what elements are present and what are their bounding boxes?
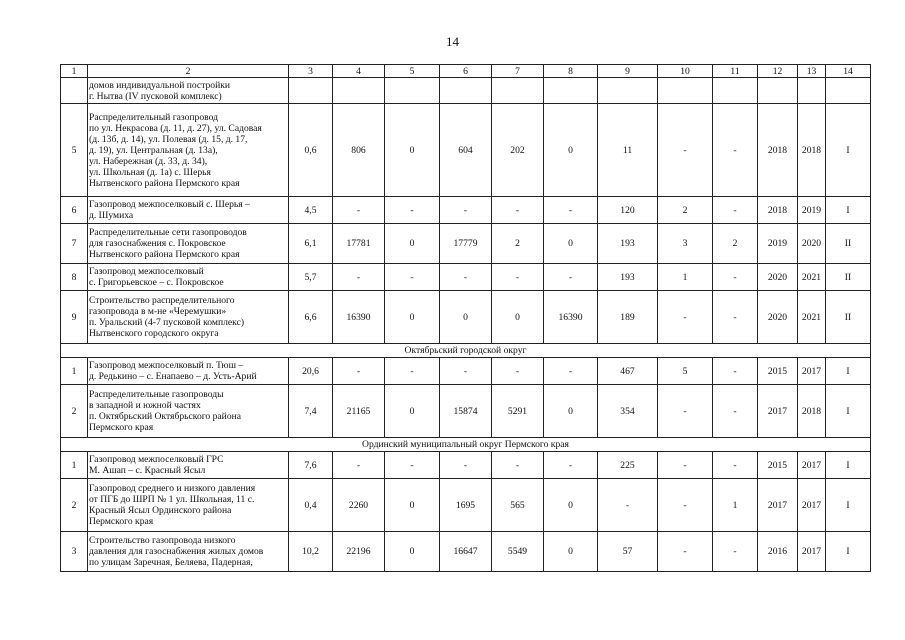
cell-col-3: 6,1 — [289, 224, 333, 264]
table-row — [61, 385, 871, 438]
cell-col-13: 2021 — [798, 264, 826, 291]
cell-col-13: 2017 — [798, 479, 826, 532]
cell-col-6: 17779 — [440, 224, 492, 264]
cell-col-12: 2018 — [758, 104, 798, 197]
cell-col-10: - — [658, 452, 713, 479]
cell-col-3: 20,6 — [289, 358, 333, 385]
cell-col-5: - — [385, 358, 440, 385]
cell-col-9: 354 — [598, 385, 658, 438]
row-number: 6 — [61, 197, 88, 224]
col-header: 3 — [289, 65, 333, 78]
cell-col-14: II — [826, 264, 871, 291]
cell-col-6: - — [440, 197, 492, 224]
cell-col-8: - — [544, 197, 598, 224]
cell-col-9: 11 — [598, 104, 658, 197]
cell-col-9: - — [598, 479, 658, 532]
cell-col-12: 2019 — [758, 224, 798, 264]
cell-col-8: 0 — [544, 104, 598, 197]
cell-col-4: 22196 — [333, 532, 385, 572]
cell-col-11: - — [713, 358, 758, 385]
cell-col-13: 2017 — [798, 358, 826, 385]
object-name: Распределительные сети газопроводов для газоснабжения с. Покровское Нытвенского района Пермского края — [88, 224, 289, 264]
cell-col-4: 2260 — [333, 479, 385, 532]
cell-col-9: 193 — [598, 224, 658, 264]
cell-col-7: - — [492, 452, 544, 479]
cell-col-3: 5,7 — [289, 264, 333, 291]
cell-col-6: 15874 — [440, 385, 492, 438]
cell-col-4: - — [333, 197, 385, 224]
cell-col-13: 2018 — [798, 385, 826, 438]
cell-col-14: I — [826, 104, 871, 197]
cell-col-3: 6,6 — [289, 291, 333, 344]
cell-col-4: 806 — [333, 104, 385, 197]
cell-col-5: 0 — [385, 532, 440, 572]
cell-col-10: 5 — [658, 358, 713, 385]
cell-col-10: - — [658, 291, 713, 344]
cell-col-3: 7,6 — [289, 452, 333, 479]
cell-col-9: 120 — [598, 197, 658, 224]
object-name: Газопровод среднего и низкого давления от ПГБ до ШРП № 1 ул. Школьная, 11 с. Красный Ясыл Ординского района Пермского края — [88, 479, 289, 532]
cell-col-12: 2015 — [758, 452, 798, 479]
cell-col-11: - — [713, 452, 758, 479]
cell-col-4 — [333, 78, 385, 104]
cell-col-7: 565 — [492, 479, 544, 532]
col-header: 2 — [88, 65, 289, 78]
cell-col-4: - — [333, 358, 385, 385]
cell-col-12: 2018 — [758, 197, 798, 224]
section-title: Октябрьский городской округ — [61, 344, 871, 358]
cell-col-5 — [385, 78, 440, 104]
cell-col-8: 16390 — [544, 291, 598, 344]
cell-col-8: - — [544, 452, 598, 479]
cell-col-10: - — [658, 532, 713, 572]
row-number: 1 — [61, 452, 88, 479]
cell-col-9: 57 — [598, 532, 658, 572]
cell-col-13: 2021 — [798, 291, 826, 344]
cell-col-13: 2017 — [798, 532, 826, 572]
cell-col-12: 2020 — [758, 291, 798, 344]
col-header: 9 — [598, 65, 658, 78]
cell-col-11 — [713, 78, 758, 104]
header-row — [61, 65, 871, 78]
cell-col-10 — [658, 78, 713, 104]
cell-col-11: - — [713, 291, 758, 344]
cell-col-6: - — [440, 452, 492, 479]
col-header: 10 — [658, 65, 713, 78]
cell-col-4: 16390 — [333, 291, 385, 344]
cell-col-5: - — [385, 264, 440, 291]
cell-col-8: 0 — [544, 479, 598, 532]
col-header: 8 — [544, 65, 598, 78]
cell-col-12: 2016 — [758, 532, 798, 572]
cell-col-13 — [798, 78, 826, 104]
cell-col-14: II — [826, 224, 871, 264]
row-number: 2 — [61, 385, 88, 438]
table-row — [61, 197, 871, 224]
row-number: 5 — [61, 104, 88, 197]
cell-col-5: 0 — [385, 291, 440, 344]
cell-col-8: - — [544, 358, 598, 385]
cell-col-13: 2019 — [798, 197, 826, 224]
cell-col-11: - — [713, 197, 758, 224]
cell-col-7: 5291 — [492, 385, 544, 438]
object-name: Газопровод межпоселковый ГРС М. Ашап – с. Красный Ясыл — [88, 452, 289, 479]
table-row — [61, 264, 871, 291]
cell-col-14: I — [826, 385, 871, 438]
cell-col-11: - — [713, 385, 758, 438]
cell-col-5: 0 — [385, 224, 440, 264]
cell-col-10: 3 — [658, 224, 713, 264]
table-row — [61, 479, 871, 532]
row-number: 7 — [61, 224, 88, 264]
cell-col-8: 0 — [544, 224, 598, 264]
cell-col-9: 225 — [598, 452, 658, 479]
cell-col-7: - — [492, 197, 544, 224]
cell-col-7 — [492, 78, 544, 104]
cell-col-7: 202 — [492, 104, 544, 197]
cell-col-9: 467 — [598, 358, 658, 385]
cell-col-5: 0 — [385, 479, 440, 532]
section-header-row — [61, 438, 871, 452]
table-row — [61, 291, 871, 344]
table-body — [61, 78, 871, 572]
table-row — [61, 532, 871, 572]
object-name: Газопровод межпоселковый п. Тюш – д. Редькино – с. Енапаево – д. Усть-Арий — [88, 358, 289, 385]
cell-col-4: 21165 — [333, 385, 385, 438]
object-name: Распределительные газопроводы в западной и южной частях п. Октябрьский Октябрьского района Пермского края — [88, 385, 289, 438]
cell-col-12: 2020 — [758, 264, 798, 291]
cell-col-6: 604 — [440, 104, 492, 197]
cell-col-11: - — [713, 532, 758, 572]
cell-col-6: 16647 — [440, 532, 492, 572]
col-header: 14 — [826, 65, 871, 78]
cell-col-3 — [289, 78, 333, 104]
object-name: Строительство газопровода низкого давления для газоснабжения жилых домов по улицам Заречная, Беляева, Падерная, — [88, 532, 289, 572]
cell-col-7: - — [492, 358, 544, 385]
cell-col-6: - — [440, 264, 492, 291]
object-name: Распределительный газопровод по ул. Некрасова (д. 11, д. 27), ул. Садовая (д. 13б, д. 14), ул. Полевая (д. 15, д. 17, д. 19), ул. Центральная (д. 13а), ул. Набережная (д. 33, д. 34), ул. Школьная (д. 1а) с. Шерья Нытвенского района Пермского края — [88, 104, 289, 197]
table-row — [61, 358, 871, 385]
cell-col-7: 2 — [492, 224, 544, 264]
table-row — [61, 104, 871, 197]
cell-col-3: 7,4 — [289, 385, 333, 438]
cell-col-10: 1 — [658, 264, 713, 291]
cell-col-5: - — [385, 452, 440, 479]
cell-col-11: - — [713, 104, 758, 197]
object-name: Газопровод межпоселковый с. Шерья – д. Шумиха — [88, 197, 289, 224]
cell-col-7: 5549 — [492, 532, 544, 572]
cell-col-8: 0 — [544, 385, 598, 438]
row-number: 9 — [61, 291, 88, 344]
row-number: 1 — [61, 358, 88, 385]
cell-col-7: - — [492, 264, 544, 291]
cell-col-14: II — [826, 291, 871, 344]
object-name: Строительство распределительного газопровода в м-не «Черемушки» п. Уральский (4-7 пусковой комплекс) Нытвенского городского округа — [88, 291, 289, 344]
cell-col-14 — [826, 78, 871, 104]
object-name: домов индивидуальной постройки г. Нытва (IV пусковой комплекс) — [88, 78, 289, 104]
gas-pipeline-table — [60, 64, 871, 572]
col-header: 1 — [61, 65, 88, 78]
cell-col-9 — [598, 78, 658, 104]
cell-col-12: 2017 — [758, 385, 798, 438]
page-number: 14 — [446, 34, 459, 49]
cell-col-3: 0,6 — [289, 104, 333, 197]
col-header: 4 — [333, 65, 385, 78]
cell-col-8: 0 — [544, 532, 598, 572]
row-number — [61, 78, 88, 104]
cell-col-3: 4,5 — [289, 197, 333, 224]
cell-col-10: - — [658, 385, 713, 438]
cell-col-6 — [440, 78, 492, 104]
cell-col-4: 17781 — [333, 224, 385, 264]
cell-col-14: I — [826, 532, 871, 572]
row-number: 8 — [61, 264, 88, 291]
cell-col-13: 2020 — [798, 224, 826, 264]
col-header: 5 — [385, 65, 440, 78]
cell-col-13: 2017 — [798, 452, 826, 479]
col-header: 7 — [492, 65, 544, 78]
cell-col-10: 2 — [658, 197, 713, 224]
section-header-row — [61, 344, 871, 358]
cell-col-14: I — [826, 358, 871, 385]
cell-col-11: 2 — [713, 224, 758, 264]
cell-col-5: 0 — [385, 385, 440, 438]
cell-col-5: 0 — [385, 104, 440, 197]
cell-col-7: 0 — [492, 291, 544, 344]
cell-col-10: - — [658, 104, 713, 197]
col-header: 12 — [758, 65, 798, 78]
cell-col-10: - — [658, 479, 713, 532]
cell-col-3: 0,4 — [289, 479, 333, 532]
cell-col-11: - — [713, 264, 758, 291]
cell-col-14: I — [826, 452, 871, 479]
cell-col-14: I — [826, 197, 871, 224]
cell-col-6: 1695 — [440, 479, 492, 532]
cell-col-4: - — [333, 452, 385, 479]
table-row — [61, 224, 871, 264]
col-header: 13 — [798, 65, 826, 78]
cell-col-12: 2015 — [758, 358, 798, 385]
cell-col-3: 10,2 — [289, 532, 333, 572]
cell-col-9: 189 — [598, 291, 658, 344]
cell-col-14: I — [826, 479, 871, 532]
cell-col-8: - — [544, 264, 598, 291]
col-header: 6 — [440, 65, 492, 78]
object-name: Газопровод межпоселковый с. Григорьевское – с. Покровское — [88, 264, 289, 291]
section-title: Ординский муниципальный округ Пермского края — [61, 438, 871, 452]
cell-col-12: 2017 — [758, 479, 798, 532]
cell-col-11: 1 — [713, 479, 758, 532]
cell-col-6: 0 — [440, 291, 492, 344]
row-number: 3 — [61, 532, 88, 572]
cell-col-9: 193 — [598, 264, 658, 291]
table-row — [61, 452, 871, 479]
cell-col-12 — [758, 78, 798, 104]
row-number: 2 — [61, 479, 88, 532]
cell-col-4: - — [333, 264, 385, 291]
cell-col-8 — [544, 78, 598, 104]
cell-col-13: 2018 — [798, 104, 826, 197]
cell-col-6: - — [440, 358, 492, 385]
col-header: 11 — [713, 65, 758, 78]
cell-col-5: - — [385, 197, 440, 224]
table-row — [61, 78, 871, 104]
